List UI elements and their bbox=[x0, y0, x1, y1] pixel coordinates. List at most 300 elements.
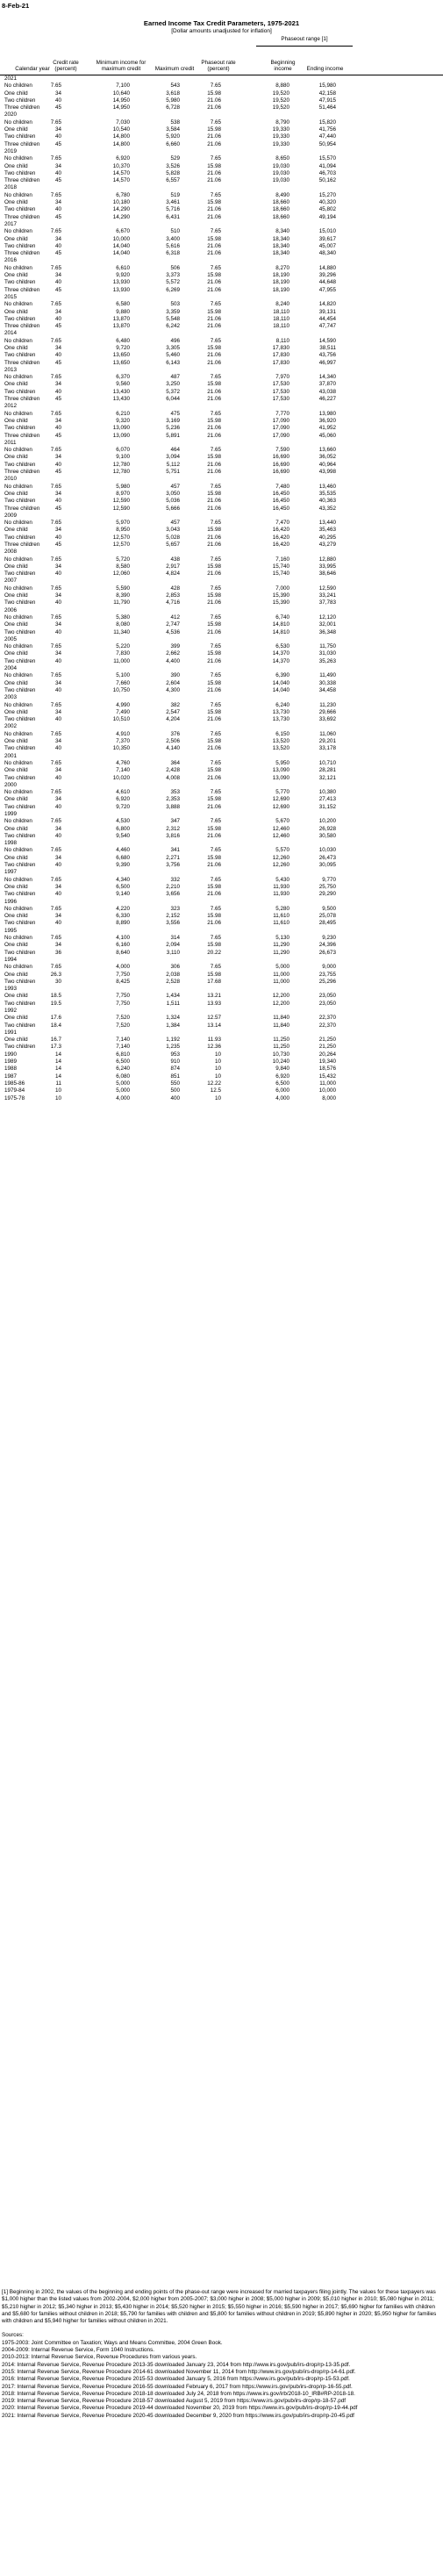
table-cell: 4,000 bbox=[275, 1094, 289, 1101]
table-cell: 6,070 bbox=[116, 447, 130, 454]
table-cell: 11,000 bbox=[273, 971, 289, 978]
table-cell: 13,430 bbox=[112, 396, 130, 403]
table-cell: 21.06 bbox=[207, 774, 221, 781]
source-item: 2004-2009: Internal Revenue Service, Form 1040 Instructions. bbox=[2, 2347, 154, 2354]
table-row bbox=[0, 1023, 443, 1030]
table-cell: 6,810 bbox=[116, 1051, 130, 1058]
table-cell: 12,690 bbox=[272, 803, 289, 810]
table-cell: 2,210 bbox=[166, 883, 180, 890]
table-cell: 4,610 bbox=[116, 789, 130, 796]
table-cell: 19,330 bbox=[272, 140, 289, 147]
table-cell: 21.06 bbox=[207, 570, 221, 578]
table-cell: 2,917 bbox=[166, 563, 180, 570]
table-cell: 13,520 bbox=[272, 745, 289, 752]
table-cell: 550 bbox=[170, 1080, 180, 1087]
table-cell: 6,920 bbox=[116, 796, 130, 803]
row-label: 1979-84 bbox=[4, 1087, 25, 1094]
table-cell: 26,673 bbox=[318, 949, 336, 956]
table-cell: 3,094 bbox=[166, 454, 180, 461]
source-item: 2010-2013: Internal Revenue Service, Revenue Procedures from various years. bbox=[2, 2354, 197, 2361]
table-row bbox=[0, 316, 443, 323]
table-cell: 8,340 bbox=[275, 228, 289, 235]
table-cell: 16,420 bbox=[272, 534, 289, 541]
table-cell: 7.65 bbox=[210, 701, 221, 708]
table-cell: 14,040 bbox=[272, 686, 289, 693]
table-cell: 34 bbox=[54, 527, 61, 534]
table-cell: 15.98 bbox=[207, 235, 221, 242]
table-cell: 30 bbox=[54, 978, 61, 985]
table-cell: 21.06 bbox=[207, 250, 221, 257]
table-cell: 26,928 bbox=[318, 825, 336, 832]
table-cell: 10 bbox=[214, 1051, 221, 1058]
table-cell: 4,204 bbox=[166, 716, 180, 723]
table-cell: 5,280 bbox=[275, 905, 289, 912]
table-cell: 4,000 bbox=[116, 1094, 130, 1101]
table-cell: 43,998 bbox=[318, 469, 336, 476]
table-cell: 13,980 bbox=[318, 410, 336, 417]
table-cell: 5,570 bbox=[275, 847, 289, 854]
table-row bbox=[0, 90, 443, 97]
table-cell: 3,169 bbox=[166, 417, 180, 424]
table-cell: 10 bbox=[214, 1073, 221, 1080]
table-cell: 7.65 bbox=[50, 643, 61, 650]
table-row bbox=[0, 214, 443, 221]
table-cell: 29,290 bbox=[318, 891, 336, 898]
table-cell: 13.93 bbox=[207, 1000, 221, 1007]
table-cell: 2,747 bbox=[166, 621, 180, 628]
table-cell: 12,460 bbox=[272, 832, 289, 839]
table-cell: 13,660 bbox=[318, 447, 336, 454]
year-row bbox=[0, 1030, 443, 1037]
table-cell: 6,740 bbox=[275, 614, 289, 621]
table-cell: 12,590 bbox=[318, 585, 336, 592]
table-cell: 7.65 bbox=[210, 730, 221, 737]
table-cell: 33,178 bbox=[318, 745, 336, 752]
table-cell: 13,730 bbox=[272, 716, 289, 723]
table-cell: 10,370 bbox=[112, 162, 130, 169]
table-cell: 21.06 bbox=[207, 359, 221, 366]
notes-section bbox=[2, 2289, 440, 2420]
table-cell: 7,160 bbox=[275, 556, 289, 563]
table-cell: 32,001 bbox=[318, 621, 336, 628]
table-row bbox=[0, 389, 443, 396]
row-label: No children bbox=[4, 83, 32, 90]
year-label: 2006 bbox=[4, 606, 18, 614]
table-cell: 3,888 bbox=[166, 803, 180, 810]
table-row bbox=[0, 498, 443, 505]
table-cell: 10 bbox=[214, 1058, 221, 1066]
row-label: Two children bbox=[4, 745, 36, 752]
table-row bbox=[0, 177, 443, 184]
table-row bbox=[0, 506, 443, 513]
table-cell: 38,646 bbox=[318, 570, 336, 578]
table-cell: 18,576 bbox=[318, 1066, 336, 1073]
row-label: One child bbox=[4, 272, 28, 279]
table-cell: 3,526 bbox=[166, 162, 180, 169]
table-cell: 18.4 bbox=[50, 1022, 61, 1029]
table-cell: 45 bbox=[54, 323, 61, 330]
table-cell: 21.06 bbox=[207, 104, 221, 111]
table-row bbox=[0, 1073, 443, 1080]
table-cell: 5,460 bbox=[166, 352, 180, 359]
row-label: Three children bbox=[4, 177, 40, 184]
table-cell: 851 bbox=[170, 1073, 180, 1080]
source-item: 2019: Internal Revenue Service, Revenue Procedure 2018-57 downloaded August 5, 2019 from https://www.irs.gov/pub/irs-drop/rp-18-57.pdf bbox=[2, 2398, 347, 2405]
table-cell: 15,570 bbox=[318, 155, 336, 162]
table-cell: 4,990 bbox=[116, 701, 130, 708]
row-label: One child bbox=[4, 679, 28, 686]
table-cell: 6,500 bbox=[275, 1080, 289, 1087]
row-label: No children bbox=[4, 264, 32, 271]
table-cell: 7.65 bbox=[210, 585, 221, 592]
table-cell: 9,720 bbox=[116, 803, 130, 810]
year-label: 2012 bbox=[4, 403, 18, 410]
table-cell: 4,536 bbox=[166, 628, 180, 635]
table-row bbox=[0, 170, 443, 177]
year-row bbox=[0, 636, 443, 643]
table-row bbox=[0, 119, 443, 126]
table-cell: 874 bbox=[170, 1066, 180, 1073]
row-label: One child bbox=[4, 738, 28, 745]
table-cell: 12,570 bbox=[112, 534, 130, 541]
table-cell: 25,296 bbox=[318, 978, 336, 985]
table-cell: 23,050 bbox=[318, 1000, 336, 1007]
row-label: Two children bbox=[4, 388, 36, 395]
year-label: 2010 bbox=[4, 476, 18, 483]
table-cell: 17.6 bbox=[50, 1015, 61, 1022]
table-cell: 34 bbox=[54, 381, 61, 388]
year-row bbox=[0, 869, 443, 876]
table-cell: 7,750 bbox=[116, 993, 130, 1000]
table-cell: 519 bbox=[170, 191, 180, 198]
table-cell: 10,240 bbox=[272, 1058, 289, 1066]
table-cell: 31,030 bbox=[318, 650, 336, 657]
document-date: 8-Feb-21 bbox=[2, 2, 30, 10]
year-row bbox=[0, 782, 443, 789]
table-cell: 3,373 bbox=[166, 272, 180, 279]
table-cell: 15,740 bbox=[272, 570, 289, 578]
table-cell: 13,520 bbox=[272, 738, 289, 745]
table-cell: 33,241 bbox=[318, 592, 336, 599]
table-cell: 14,370 bbox=[272, 657, 289, 664]
table-cell: 4,220 bbox=[116, 905, 130, 912]
table-cell: 7,140 bbox=[116, 1044, 130, 1051]
row-label: Two children bbox=[4, 425, 36, 432]
table-cell: 6,318 bbox=[166, 250, 180, 257]
table-cell: 500 bbox=[170, 1087, 180, 1094]
table-cell: 9,500 bbox=[322, 905, 336, 912]
table-row bbox=[0, 535, 443, 542]
table-cell: 10,030 bbox=[318, 847, 336, 854]
table-cell: 376 bbox=[170, 730, 180, 737]
table-cell: 6,728 bbox=[166, 104, 180, 111]
table-cell: 45 bbox=[54, 396, 61, 403]
year-row bbox=[0, 840, 443, 847]
table-cell: 7.65 bbox=[210, 155, 221, 162]
table-cell: 2,547 bbox=[166, 708, 180, 715]
table-cell: 364 bbox=[170, 759, 180, 766]
row-label: One child bbox=[4, 592, 28, 599]
row-label: No children bbox=[4, 964, 32, 971]
row-label: Two children bbox=[4, 242, 36, 249]
table-cell: 390 bbox=[170, 672, 180, 679]
table-cell: 21.06 bbox=[207, 396, 221, 403]
table-cell: 382 bbox=[170, 701, 180, 708]
table-row bbox=[0, 301, 443, 308]
table-row bbox=[0, 454, 443, 461]
table-cell: 37,870 bbox=[318, 381, 336, 388]
table-cell: 18,110 bbox=[273, 308, 289, 315]
table-cell: 13,870 bbox=[112, 315, 130, 322]
table-cell: 7.65 bbox=[210, 935, 221, 942]
table-cell: 2,094 bbox=[166, 942, 180, 949]
header-ending-income: Ending income bbox=[306, 66, 344, 73]
footnote: [1] Beginning in 2002, the values of the beginning and ending points of the phase-out range were increased for married taxpayers filing jointly. The values for these taxpayers was $1,000 higher than the listed values from 2002-2004, $2,000 higher from 2005-2007; $3,000 higher in 2008; $5,000 higher in 2009; $5,010 higher in 2010; $5,080 higher in 2011; $5,210 higher in 2012; $5,340 higher in 2013; $5,430 higher in 2014; $5,520 higher in 2015; $5,550 higher in 2016; $5,590 higher in 2017; $5,690 higher for families with children and $5,680 for families without children in 2018; $5,790 for families with children and $5,800 for families without children in 2019; $5,890 higher in 2020; $5,950 higher for families with children and $5,940 higher for families without children in 2021. bbox=[2, 2289, 437, 2325]
source-item: 2020: Internal Revenue Service, Revenue Procedure 2019-44 downloaded November 20, 2019 from https://www.irs.gov/pub/irs-drop/rp-19-44.pdf bbox=[2, 2405, 358, 2412]
row-label: Two children bbox=[4, 1044, 36, 1051]
row-label: One child bbox=[4, 490, 28, 497]
table-cell: 13,650 bbox=[112, 352, 130, 359]
table-cell: 45 bbox=[54, 104, 61, 111]
table-cell: 21.06 bbox=[207, 628, 221, 635]
table-row bbox=[0, 942, 443, 949]
row-label: Two children bbox=[4, 534, 36, 541]
table-cell: 13,650 bbox=[112, 359, 130, 366]
row-label: No children bbox=[4, 228, 32, 235]
table-cell: 13,090 bbox=[272, 767, 289, 774]
table-cell: 45 bbox=[54, 469, 61, 476]
table-cell: 7.65 bbox=[50, 483, 61, 490]
table-cell: 6,370 bbox=[116, 374, 130, 381]
table-cell: 15.98 bbox=[207, 592, 221, 599]
table-cell: 5,657 bbox=[166, 542, 180, 548]
table-cell: 7.65 bbox=[50, 337, 61, 344]
table-cell: 11,930 bbox=[273, 891, 289, 898]
year-label: 2002 bbox=[4, 723, 18, 730]
table-cell: 6,143 bbox=[166, 359, 180, 366]
year-row bbox=[0, 899, 443, 906]
row-label: One child bbox=[4, 1015, 28, 1022]
table-cell: 15.98 bbox=[207, 621, 221, 628]
table-cell: 16.7 bbox=[50, 1037, 61, 1044]
year-label: 2014 bbox=[4, 330, 18, 337]
table-cell: 25,750 bbox=[318, 883, 336, 890]
table-row bbox=[0, 1080, 443, 1087]
year-label: 1996 bbox=[4, 898, 18, 905]
table-cell: 7.65 bbox=[50, 585, 61, 592]
table-cell: 14,290 bbox=[112, 206, 130, 213]
table-cell: 11,000 bbox=[273, 978, 289, 985]
table-row bbox=[0, 658, 443, 665]
table-cell: 14,040 bbox=[112, 242, 130, 249]
table-cell: 4,400 bbox=[166, 657, 180, 664]
table-cell: 6,160 bbox=[116, 942, 130, 949]
table-cell: 21.06 bbox=[207, 469, 221, 476]
table-cell: 17,090 bbox=[272, 432, 289, 439]
row-label: Two children bbox=[4, 832, 36, 839]
table-cell: 9,140 bbox=[116, 891, 130, 898]
table-cell: 7.65 bbox=[210, 818, 221, 825]
table-row bbox=[0, 272, 443, 279]
table-cell: 26,473 bbox=[318, 854, 336, 861]
table-cell: 15.98 bbox=[207, 162, 221, 169]
table-cell: 12,590 bbox=[112, 498, 130, 505]
table-cell: 506 bbox=[170, 264, 180, 271]
table-cell: 26.3 bbox=[50, 971, 61, 978]
table-cell: 7,000 bbox=[275, 585, 289, 592]
year-row bbox=[0, 549, 443, 556]
table-cell: 14,810 bbox=[272, 628, 289, 635]
table-cell: 7.65 bbox=[50, 118, 61, 126]
table-cell: 34 bbox=[54, 162, 61, 169]
table-cell: 5,430 bbox=[275, 876, 289, 883]
table-cell: 3,556 bbox=[166, 920, 180, 927]
table-cell: 35,463 bbox=[318, 527, 336, 534]
table-cell: 7.65 bbox=[50, 228, 61, 235]
table-cell: 6,530 bbox=[275, 643, 289, 650]
row-label: Three children bbox=[4, 505, 40, 512]
table-cell: 46,997 bbox=[318, 359, 336, 366]
row-label: No children bbox=[4, 847, 32, 854]
table-cell: 45 bbox=[54, 505, 61, 512]
table-row bbox=[0, 979, 443, 986]
row-label: One child bbox=[4, 527, 28, 534]
table-cell: 2,853 bbox=[166, 592, 180, 599]
table-cell: 910 bbox=[170, 1058, 180, 1066]
table-cell: 496 bbox=[170, 337, 180, 344]
table-cell: 34 bbox=[54, 90, 61, 97]
table-cell: 21.06 bbox=[207, 461, 221, 468]
table-cell: 5,000 bbox=[116, 1087, 130, 1094]
table-cell: 4,910 bbox=[116, 730, 130, 737]
table-cell: 7.65 bbox=[50, 614, 61, 621]
source-item: 2016: Internal Revenue Service, Revenue Procedure 2015-53 downloaded January 5, 2016 from https://www.irs.gov/pub/irs-drop/rp-15-53.pdf. bbox=[2, 2376, 350, 2383]
table-cell: 8,425 bbox=[116, 978, 130, 985]
table-cell: 16,450 bbox=[272, 498, 289, 505]
row-label: No children bbox=[4, 876, 32, 883]
table-cell: 7.65 bbox=[210, 374, 221, 381]
table-cell: 45,060 bbox=[318, 432, 336, 439]
row-label: Three children bbox=[4, 140, 40, 147]
table-row bbox=[0, 236, 443, 243]
year-label: 1993 bbox=[4, 986, 18, 993]
table-cell: 34 bbox=[54, 454, 61, 461]
table-cell: 15,390 bbox=[272, 599, 289, 606]
table-cell: 457 bbox=[170, 520, 180, 527]
table-cell: 13,090 bbox=[112, 432, 130, 439]
table-cell: 34 bbox=[54, 738, 61, 745]
table-cell: 41,756 bbox=[318, 126, 336, 133]
table-cell: 14 bbox=[54, 1073, 61, 1080]
table-cell: 2,662 bbox=[166, 650, 180, 657]
table-cell: 5,670 bbox=[275, 818, 289, 825]
table-row bbox=[0, 491, 443, 498]
row-label: One child bbox=[4, 650, 28, 657]
header-phaseout-rate: Phaseout rate (percent) bbox=[201, 59, 236, 73]
table-cell: 13,930 bbox=[112, 286, 130, 293]
table-cell: 21.06 bbox=[207, 498, 221, 505]
table-cell: 15,010 bbox=[318, 228, 336, 235]
source-item: 1975-2003: Joint Committee on Taxation; Ways and Means Committee, 2004 Green Book. bbox=[2, 2339, 223, 2346]
table-header bbox=[0, 36, 443, 75]
table-cell: 14 bbox=[54, 1051, 61, 1058]
table-cell: 6,920 bbox=[275, 1073, 289, 1080]
row-label: No children bbox=[4, 410, 32, 417]
table-cell: 5,950 bbox=[275, 759, 289, 766]
table-cell: 36 bbox=[54, 949, 61, 956]
table-cell: 18,190 bbox=[272, 286, 289, 293]
table-cell: 6,044 bbox=[166, 396, 180, 403]
table-cell: 4,000 bbox=[116, 964, 130, 971]
table-cell: 399 bbox=[170, 643, 180, 650]
table-cell: 36,348 bbox=[318, 628, 336, 635]
table-cell: 7.65 bbox=[50, 264, 61, 271]
table-cell: 15.98 bbox=[207, 381, 221, 388]
table-cell: 50,954 bbox=[318, 140, 336, 147]
table-cell: 15.98 bbox=[207, 971, 221, 978]
table-cell: 21.06 bbox=[207, 388, 221, 395]
table-cell: 3,043 bbox=[166, 527, 180, 534]
table-cell: 8,270 bbox=[275, 264, 289, 271]
table-cell: 16,690 bbox=[272, 469, 289, 476]
table-cell: 19,030 bbox=[272, 162, 289, 169]
table-cell: 15,740 bbox=[272, 563, 289, 570]
table-cell: 40 bbox=[54, 425, 61, 432]
table-cell: 7.65 bbox=[50, 730, 61, 737]
table-cell: 47,440 bbox=[318, 133, 336, 140]
table-cell: 32,121 bbox=[318, 774, 336, 781]
table-cell: 4,824 bbox=[166, 570, 180, 578]
year-label: 2013 bbox=[4, 366, 18, 373]
table-cell: 1,324 bbox=[166, 1015, 180, 1022]
table-row bbox=[0, 643, 443, 650]
table-cell: 18,190 bbox=[272, 272, 289, 279]
table-cell: 14,290 bbox=[112, 213, 130, 220]
row-label: One child bbox=[4, 1037, 28, 1044]
table-cell: 40 bbox=[54, 599, 61, 606]
row-label: One child bbox=[4, 126, 28, 133]
year-row bbox=[0, 294, 443, 301]
table-row bbox=[0, 97, 443, 104]
table-cell: 8,950 bbox=[116, 527, 130, 534]
table-cell: 6,240 bbox=[275, 701, 289, 708]
table-cell: 40 bbox=[54, 97, 61, 104]
year-label: 2004 bbox=[4, 665, 18, 672]
table-cell: 7.65 bbox=[50, 701, 61, 708]
row-label: No children bbox=[4, 905, 32, 912]
table-cell: 47,747 bbox=[318, 323, 336, 330]
table-cell: 15,820 bbox=[318, 118, 336, 126]
table-cell: 34 bbox=[54, 199, 61, 206]
table-cell: 34 bbox=[54, 825, 61, 832]
row-label: Two children bbox=[4, 169, 36, 176]
row-label: Two children bbox=[4, 978, 36, 985]
row-label: One child bbox=[4, 344, 28, 351]
table-cell: 7.65 bbox=[50, 155, 61, 162]
table-cell: 6,000 bbox=[275, 1087, 289, 1094]
row-label: Three children bbox=[4, 432, 40, 439]
row-label: Two children bbox=[4, 949, 36, 956]
table-cell: 12,260 bbox=[272, 862, 289, 869]
table-cell: 7,750 bbox=[116, 971, 130, 978]
year-row bbox=[0, 986, 443, 993]
table-cell: 37,783 bbox=[318, 599, 336, 606]
table-cell: 1,235 bbox=[166, 1044, 180, 1051]
table-cell: 40 bbox=[54, 774, 61, 781]
table-cell: 40 bbox=[54, 745, 61, 752]
table-cell: 15.98 bbox=[207, 563, 221, 570]
row-label: One child bbox=[4, 708, 28, 715]
